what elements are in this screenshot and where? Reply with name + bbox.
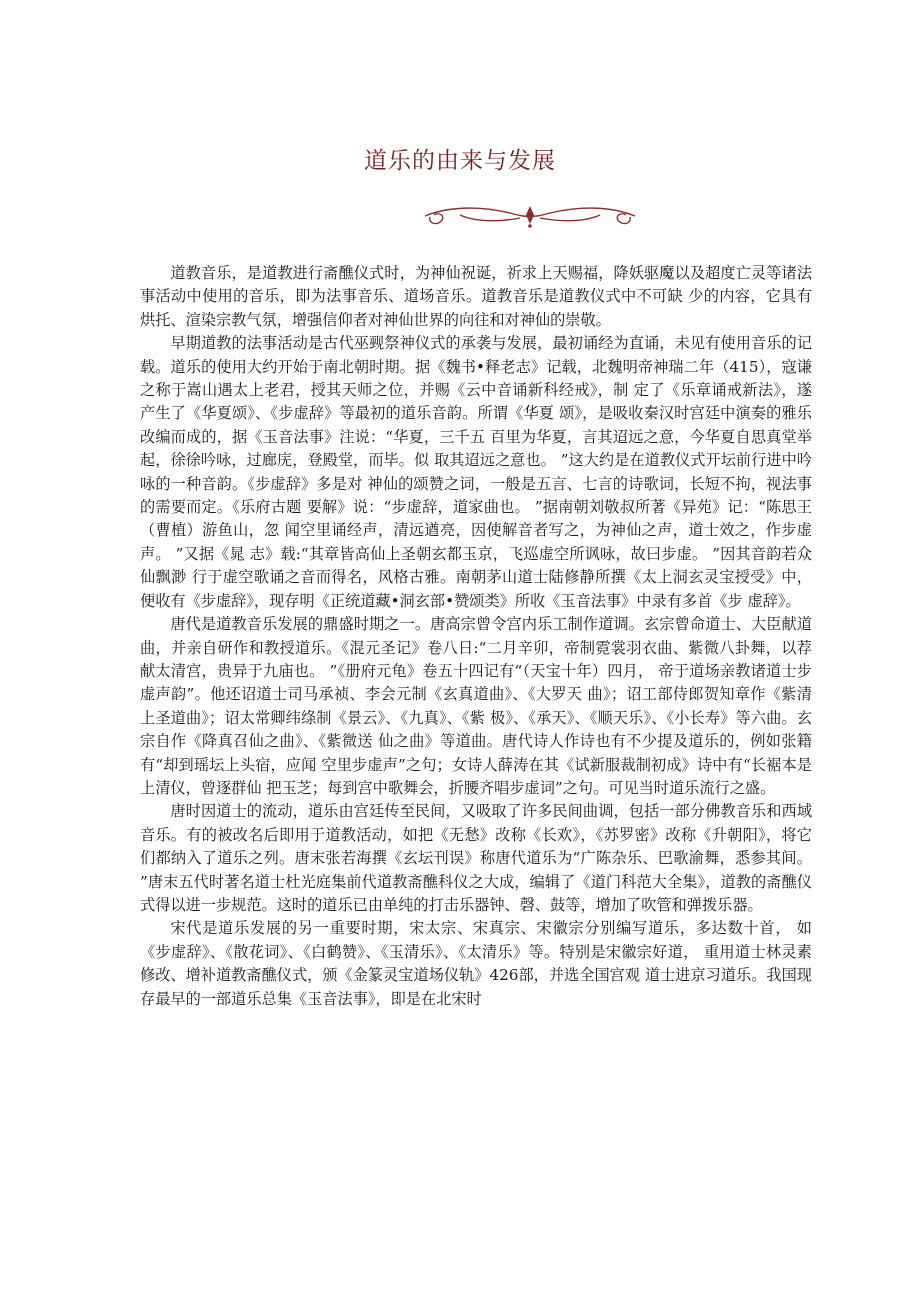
paragraph-5: 宋代是道乐发展的另一重要时期，宋太宗、宋真宗、宋徽宗分别编写道乐，多达数十首， 如《步虚辞》、《散花词》、《白鹤赞》、《玉清乐》、《太清乐》等。特别是宋徽宗好道， 重用道士林灵素修改、增补道教斋醮仪式，颁《金篆灵宝道场仪轨》426部，并选全国宫观 道士进京习道乐。我国现存最早的一部道乐总集《玉音法事》，即是在北宋时: [140, 919, 812, 1008]
paragraph-1: 道教音乐，是道教进行斋醮仪式时，为神仙祝诞，祈求上天赐福，降妖驱魔以及超度亡灵等诸法事活动中使用的音乐，即为法事音乐、道场音乐。道教音乐是道教仪式中不可缺 少的内容，它具有烘托、渲染宗教气氛，增强信仰者对神仙世界的向往和对神仙的崇敬。: [140, 264, 812, 329]
title-ornament-divider: [420, 200, 640, 230]
page-title: 道乐的由来与发展: [364, 148, 556, 174]
article-body: [140, 262, 812, 1011]
paragraph-4: 唐时因道士的流动，道乐由宫廷传至民间，又吸取了许多民间曲调，包括一部分佛教音乐和西域音乐。有的被改名后即用于道教活动，如把《无愁》改称《长欢》，《苏罗密》改称《升朝阳》，将它们都纳入了道乐之列。唐末张若海撰《玄坛刊误》称唐代道乐为“广陈杂乐、巴歌渝舞，悉参其间。 ”唐末五代时著名道士杜光庭集前代道教斋醮科仪之大成，编辑了《道门科范大全集》，道教的斋醮仪式得以进一步规范。这时的道乐已由单纯的打击乐器钟、磬、鼓等，增加了吹管和弹拨乐器。: [140, 802, 812, 914]
paragraph-2: 早期道教的法事活动是古代巫觋祭神仪式的承袭与发展，最初诵经为直诵，未见有使用音乐的记载。道乐的使用大约开始于南北朝时期。据《魏书•释老志》记载，北魏明帝神瑞二年（415），寇谦之称于嵩山遇太上老君，授其天师之位，并赐《云中音诵新科经戒》，制 定了《乐章诵戒新法》，遂产生了《华夏颂》、《步虚辞》等最初的道乐音韵。所谓《华夏 颂》，是吸收秦汉时宫廷中演奏的雅乐改编而成的，据《玉音法事》注说：“华夏，三千五 百里为华夏，言其迢远之意，今华夏自思真堂举起，徐徐吟咏，过廊庑，登殿堂，而毕。似 取其迢远之意也。 ”这大约是在道教仪式开坛前行进中吟咏的一种音韵。《步虚辞》多是对 神仙的颂赞之词，一般是五言、七言的诗歌词，长短不拘，视法事的需要而定。《乐府古题 要解》说：“步虚辞，道家曲也。 ”据南朝刘敬叔所著《异苑》记：“陈思王（曹植）游鱼山，忽 闻空里诵经声，清远遒亮，因使解音者写之，为神仙之声，道士效之，作步虚声。 ”又据《晁 志》载:“其章皆高仙上圣朝玄都玉京，飞巡虚空所讽咏，故曰步虚。 ”因其音韵若众仙飘渺 行于虚空歌诵之音而得名，风格古雅。南朝茅山道士陆修静所撰《太上洞玄灵宝授受》中， 便收有《步虚辞》，现存明《正统道藏•洞玄部•赞颂类》所收《玉音法事》中录有多首《步 虚辞》。: [140, 334, 812, 610]
paragraph-3: 唐代是道教音乐发展的鼎盛时期之一。唐高宗曾令宫内乐工制作道调。玄宗曾命道士、大臣献道曲，并亲自研作和教授道乐。《混元圣记》卷八日:“二月辛卯，帝制霓裳羽衣曲、紫微八卦舞，以荐献太清宫，贵异于九庙也。 ”《册府元龟》卷五十四记有“（天宝十年）四月， 帝于道场亲教诸道士步虚声韵”。他还诏道士司马承祯、李会元制《玄真道曲》、《大罗天 曲》；诏工部侍郎贺知章作《紫清上圣道曲》；诏太常卿纬绦制《景云》、《九真》、《紫 极》、《承天》、《顺天乐》、《小长寿》等六曲。玄宗自作《降真召仙之曲》、《紫微送 仙之曲》等道曲。唐代诗人作诗也有不少提及道乐的，例如张籍有“却到瑶坛上头宿，应闻 空里步虚声”之句；女诗人薛涛在其《试新服裁制初成》诗中有“长裾本是上清仪，曾逐群仙 把玉芝；每到宫中歌舞会，折腰齐唱步虚词”之句。可见当时道乐流行之盛。: [140, 615, 812, 797]
